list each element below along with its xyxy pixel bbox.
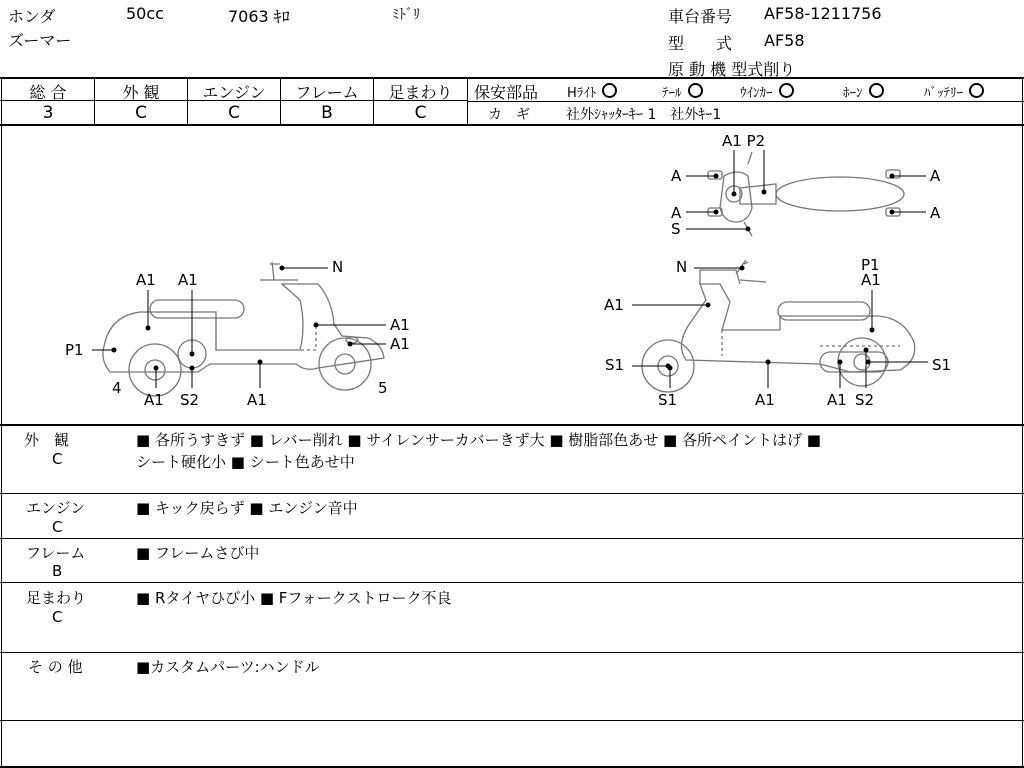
diag-left-a1-floor: A1: [247, 391, 267, 409]
remark-label-other: そ の 他: [28, 658, 83, 676]
grade-suspension: C: [414, 103, 427, 123]
type-value: AF58: [764, 31, 805, 50]
diag-left-n: N: [332, 258, 344, 276]
diag-top-a-rl: A: [671, 204, 682, 222]
remark-text-suspension: ■ Rタイヤひび小 ■ Fフォークストローク不良: [136, 589, 452, 607]
type-label: 型 式: [668, 34, 733, 53]
safety-item-headlight: Hﾗｲﾄ: [567, 82, 617, 101]
diag-right-a1-muffler: A1: [827, 391, 847, 409]
scooter-top-view: [708, 152, 904, 236]
remark-label-exterior: 外 観: [24, 431, 70, 449]
remark-text-frame: ■ フレームさび中: [136, 544, 260, 562]
grade-header-frame: フレーム: [295, 83, 359, 102]
grade-header-overall: 総 合: [29, 83, 67, 102]
diag-right-a1-floor: A1: [755, 391, 775, 409]
grade-frame: B: [321, 103, 333, 123]
diag-left-p1: P1: [65, 341, 84, 359]
remark-label-frame: フレーム: [26, 544, 86, 562]
remark-grade-engine: C: [52, 518, 63, 536]
grade-engine: C: [228, 103, 240, 123]
grade-header-engine: エンジン: [202, 83, 266, 102]
key-label: カ ギ: [488, 107, 530, 123]
diag-left-a1-front: A1: [390, 316, 410, 334]
diag-right-s1-wheel: S1: [658, 391, 678, 409]
frame-no: AF58-1211756: [764, 4, 882, 23]
remark-grade-exterior: C: [52, 450, 63, 468]
diag-right-a1-rear: A1: [861, 271, 881, 289]
ok-circle-icon: [602, 83, 617, 98]
grade-exterior: C: [135, 103, 147, 123]
diag-left-a1-seat: A1: [136, 271, 156, 289]
diag-left-a1-wheel: A1: [144, 391, 164, 409]
diag-top-a-fr: A: [930, 167, 941, 185]
diag-left-4: 4: [112, 379, 122, 397]
safety-item-battery: ﾊﾞｯﾃﾘｰ: [924, 82, 984, 101]
diag-left-s2: S2: [180, 391, 200, 409]
diag-left-a1-box: A1: [178, 271, 198, 289]
diag-right-s2: S2: [855, 391, 875, 409]
engine-label: 原 動 機 型式削り: [668, 60, 796, 79]
remark-label-suspension: 足まわり: [26, 589, 87, 607]
grade-overall: 3: [42, 103, 54, 123]
ok-circle-icon: [688, 83, 703, 98]
ok-circle-icon: [969, 83, 984, 98]
diag-left-5: 5: [378, 379, 388, 397]
mileage: 7063 ｷﾛ: [228, 7, 290, 26]
safety-item-tail: ﾃｰﾙ: [662, 82, 703, 101]
remark-text-engine: ■ キック戻らず ■ エンジン音中: [136, 499, 358, 517]
ok-circle-icon: [869, 83, 884, 98]
diag-right-a1-front: A1: [604, 296, 624, 314]
diag-right-p1: P1: [861, 256, 880, 274]
ok-circle-icon: [779, 83, 794, 98]
color: ﾐﾄﾞﾘ: [392, 7, 420, 23]
remark-label-engine: エンジン: [26, 499, 86, 517]
remark-text-exterior-1: ■ 各所うすきず ■ レバー削れ ■ サイレンサーカバーきず大 ■ 樹脂部色あせ ■ 各所ペイントはげ ■: [136, 431, 821, 449]
remark-grade-frame: B: [52, 562, 63, 580]
diag-right-s1-rear: S1: [932, 356, 952, 374]
diag-top-a-fl: A: [671, 167, 682, 185]
grade-header-suspension: 足まわり: [388, 83, 453, 102]
diag-top-a-rr: A: [930, 204, 941, 222]
safety-label: 保安部品: [474, 83, 539, 102]
displacement: 50cc: [126, 4, 164, 23]
remark-text-other: ■カスタムパーツ:ハンドル: [136, 658, 320, 676]
diag-left-a1-fender: A1: [390, 335, 410, 353]
safety-item-winker: ｳｲﾝｶｰ: [740, 82, 794, 101]
safety-item-horn: ﾎｰﾝ: [843, 82, 884, 101]
maker: ホンダ: [8, 7, 56, 26]
model-name: ズーマー: [8, 31, 72, 50]
remark-grade-suspension: C: [52, 608, 63, 626]
diag-top-a1p2: A1 P2: [722, 132, 766, 150]
grade-header-exterior: 外 観: [122, 83, 160, 102]
diag-top-s: S: [671, 220, 681, 238]
remark-text-exterior-2: シート硬化小 ■ シート色あせ中: [136, 453, 355, 471]
frame-no-label: 車台番号: [668, 7, 733, 26]
diag-right-s1-front: S1: [605, 356, 625, 374]
diag-right-n: N: [676, 258, 688, 276]
key-value: 社外ｼｬｯﾀｰｷｰ 1 社外ｷｰ1: [566, 107, 722, 123]
damage-diagram: [0, 126, 1024, 424]
